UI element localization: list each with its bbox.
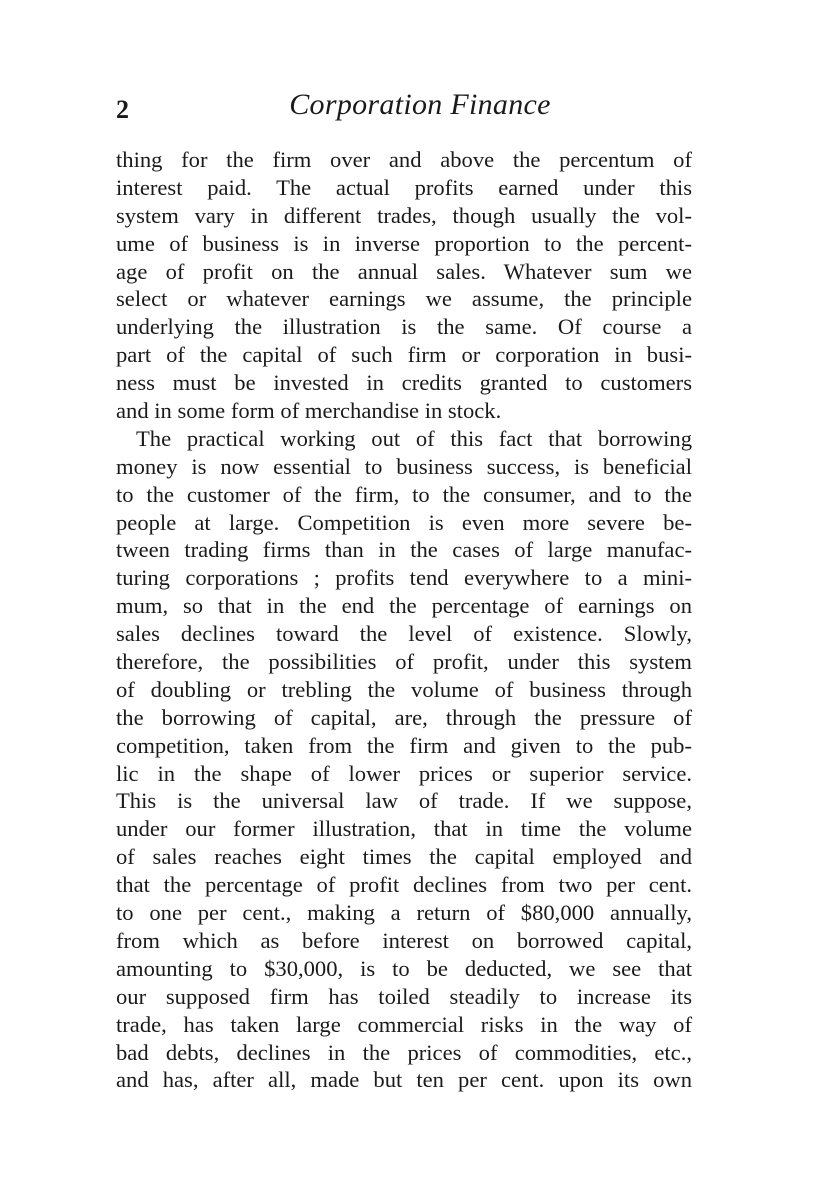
text-line: The practical working out of this fact that borrowing [136, 425, 692, 451]
text-line: underlying the illustration is the same. Of course a [116, 314, 692, 340]
page-number: 2 [116, 95, 130, 124]
text-line: under our former illustration, that in time the volume [116, 816, 692, 842]
text-line: and has, after all, made but ten per cent. upon its own [116, 1067, 692, 1093]
paragraph-2 [116, 425, 692, 1094]
text-line: the borrowing of capital, are, through the pressure of [116, 704, 692, 730]
body-text [116, 146, 692, 1094]
text-line: thing for the firm over and above the percentum of [116, 147, 692, 172]
text-line: part of the capital of such firm or corporation in busi- [116, 342, 692, 368]
text-line: sales declines toward the level of existence. Slowly, [116, 621, 692, 647]
text-line: mum, so that in the end the percentage of earnings on [116, 593, 692, 619]
text-line: people at large. Competition is even more severe be- [116, 509, 692, 535]
text-line: to one per cent., making a return of $80,000 annually, [116, 900, 692, 926]
text-line: of sales reaches eight times the capital employed and [116, 844, 692, 870]
text-line: bad debts, declines in the prices of commodities, etc., [116, 1039, 692, 1065]
text-line: ume of business is in inverse proportion to the percent- [116, 230, 692, 256]
text-line: and in some form of merchandise in stock. [116, 398, 502, 424]
text-line: our supposed firm has toiled steadily to increase its [116, 983, 692, 1009]
text-line: therefore, the possibilities of profit, under this system [116, 649, 692, 675]
text-line: that the percentage of profit declines from two per cent. [116, 872, 692, 898]
text-line: interest paid. The actual profits earned under this [116, 174, 692, 200]
text-line: money is now essential to business success, is beneficial [116, 453, 692, 479]
text-line: select or whatever earnings we assume, the principle [116, 286, 692, 312]
text-line: age of profit on the annual sales. Whatever sum we [116, 258, 692, 284]
text-line: turing corporations ; profits tend everywhere to a mini- [116, 565, 692, 591]
text-line: system vary in different trades, though usually the vol- [116, 202, 692, 228]
text-line: ness must be invested in credits granted to customers [116, 370, 692, 396]
text-line: competition, taken from the firm and given to the pub- [116, 732, 692, 758]
text-line: This is the universal law of trade. If we suppose, [116, 788, 692, 814]
text-line: lic in the shape of lower prices or superior service. [116, 760, 692, 786]
text-line: to the customer of the firm, to the consumer, and to the [116, 481, 692, 507]
text-line: from which as before interest on borrowed capital, [116, 927, 692, 953]
text-line: amounting to $30,000, is to be deducted, we see that [116, 955, 692, 981]
paragraph-1 [116, 146, 692, 425]
running-head-title: Corporation Finance [289, 88, 551, 121]
text-line: tween trading firms than in the cases of large manufac- [116, 537, 692, 563]
text-line: of doubling or trebling the volume of business through [116, 676, 692, 702]
text-line: trade, has taken large commercial risks in the way of [116, 1011, 692, 1037]
